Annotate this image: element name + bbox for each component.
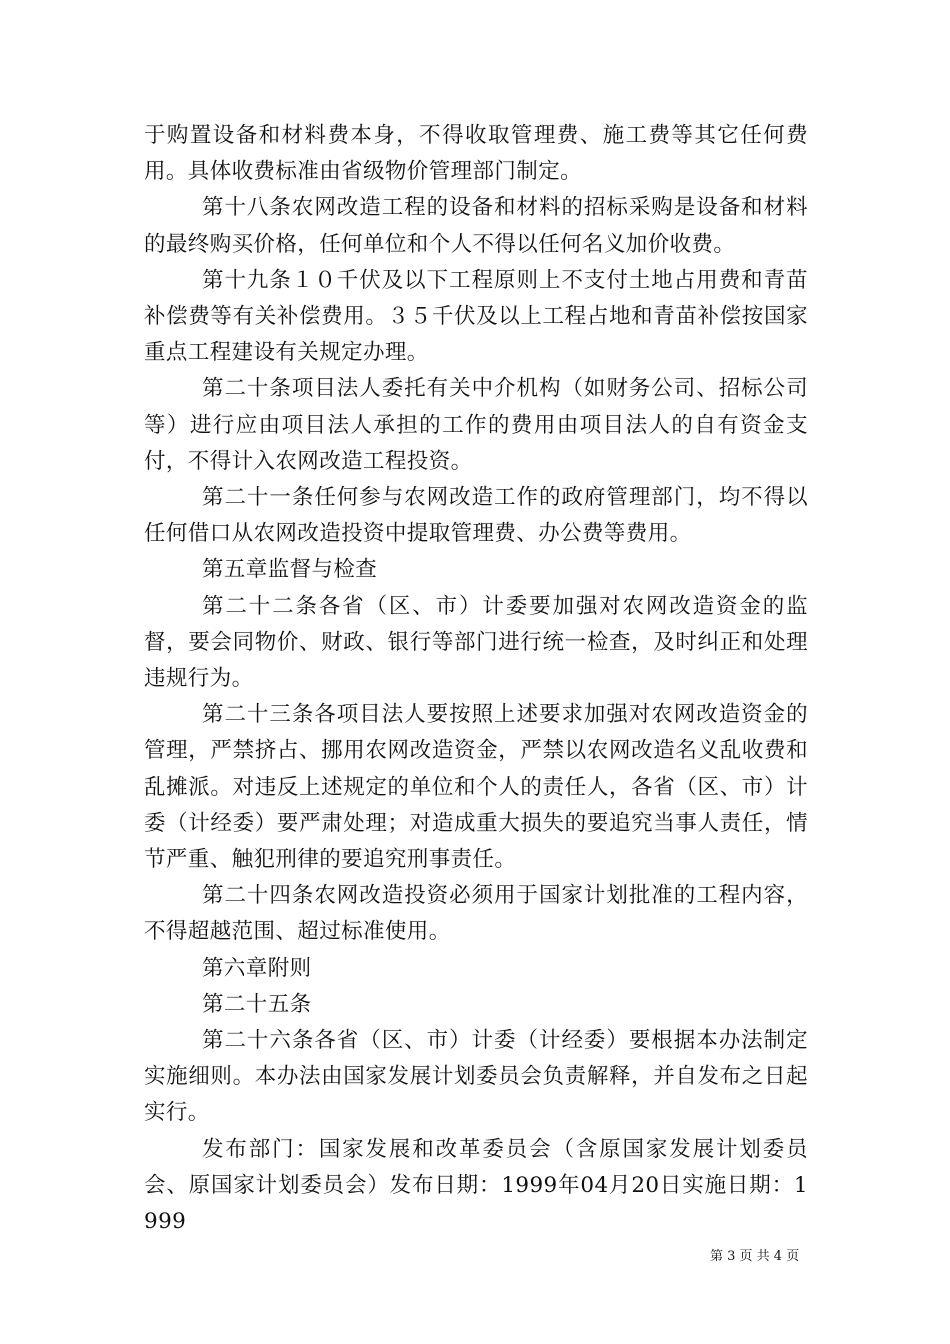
chapter-heading-5: 第五章监督与检查 — [202, 557, 378, 583]
paragraph-article-22: 第二十二条各省（区、市）计委要加强对农网改造资金的监督，要会同物价、财政、银行等部门进行统一检查，及时纠正和处理违规行为。 — [144, 593, 808, 692]
paragraph-publication-info: 发布部门：国家发展和改革委员会（含原国家发展计划委员会、原国家计划委员会）发布日期：1999年04月20日实施日期：1999 — [144, 1136, 808, 1235]
paragraph-article-24: 第二十四条农网改造投资必须用于国家计划批准的工程内容，不得超越范围、超过标准使用。 — [144, 883, 808, 945]
document-body — [144, 118, 808, 1240]
page-number-footer: 第 3 页 共 4 页 — [710, 1249, 800, 1264]
chapter-heading-6: 第六章附则 — [202, 955, 312, 981]
paragraph-article-18: 第十八条农网改造工程的设备和材料的招标采购是设备和材料的最终购买价格，任何单位和个人不得以任何名义加价收费。 — [144, 195, 808, 257]
paragraph-article-19: 第十九条１０千伏及以下工程原则上不支付土地占用费和青苗补偿费等有关补偿费用。３５千伏及以上工程占地和青苗补偿按国家重点工程建设有关规定办理。 — [144, 267, 808, 366]
paragraph: 于购置设备和材料费本身，不得收取管理费、施工费等其它任何费用。具体收费标准由省级物价管理部门制定。 — [144, 123, 808, 185]
paragraph-article-25: 第二十五条 — [202, 991, 312, 1017]
paragraph-article-26: 第二十六条各省（区、市）计委（计经委）要根据本办法制定实施细则。本办法由国家发展计划委员会负责解释，并自发布之日起实行。 — [144, 1028, 808, 1126]
paragraph-article-20: 第二十条项目法人委托有关中介机构（如财务公司、招标公司等）进行应由项目法人承担的工作的费用由项目法人的自有资金支付，不得计入农网改造工程投资。 — [144, 376, 808, 474]
paragraph-article-21: 第二十一条任何参与农网改造工作的政府管理部门，均不得以任何借口从农网改造投资中提取管理费、办公费等费用。 — [144, 485, 808, 547]
paragraph-article-23: 第二十三条各项目法人要按照上述要求加强对农网改造资金的管理，严禁挤占、挪用农网改造资金，严禁以农网改造名义乱收费和乱摊派。对违反上述规定的单位和个人的责任人，各省（区、市）计委（计经委）要严肃处理；对造成重大损失的要追究当事人责任，情节严重、触犯刑律的要追究刑事责任。 — [144, 702, 808, 873]
